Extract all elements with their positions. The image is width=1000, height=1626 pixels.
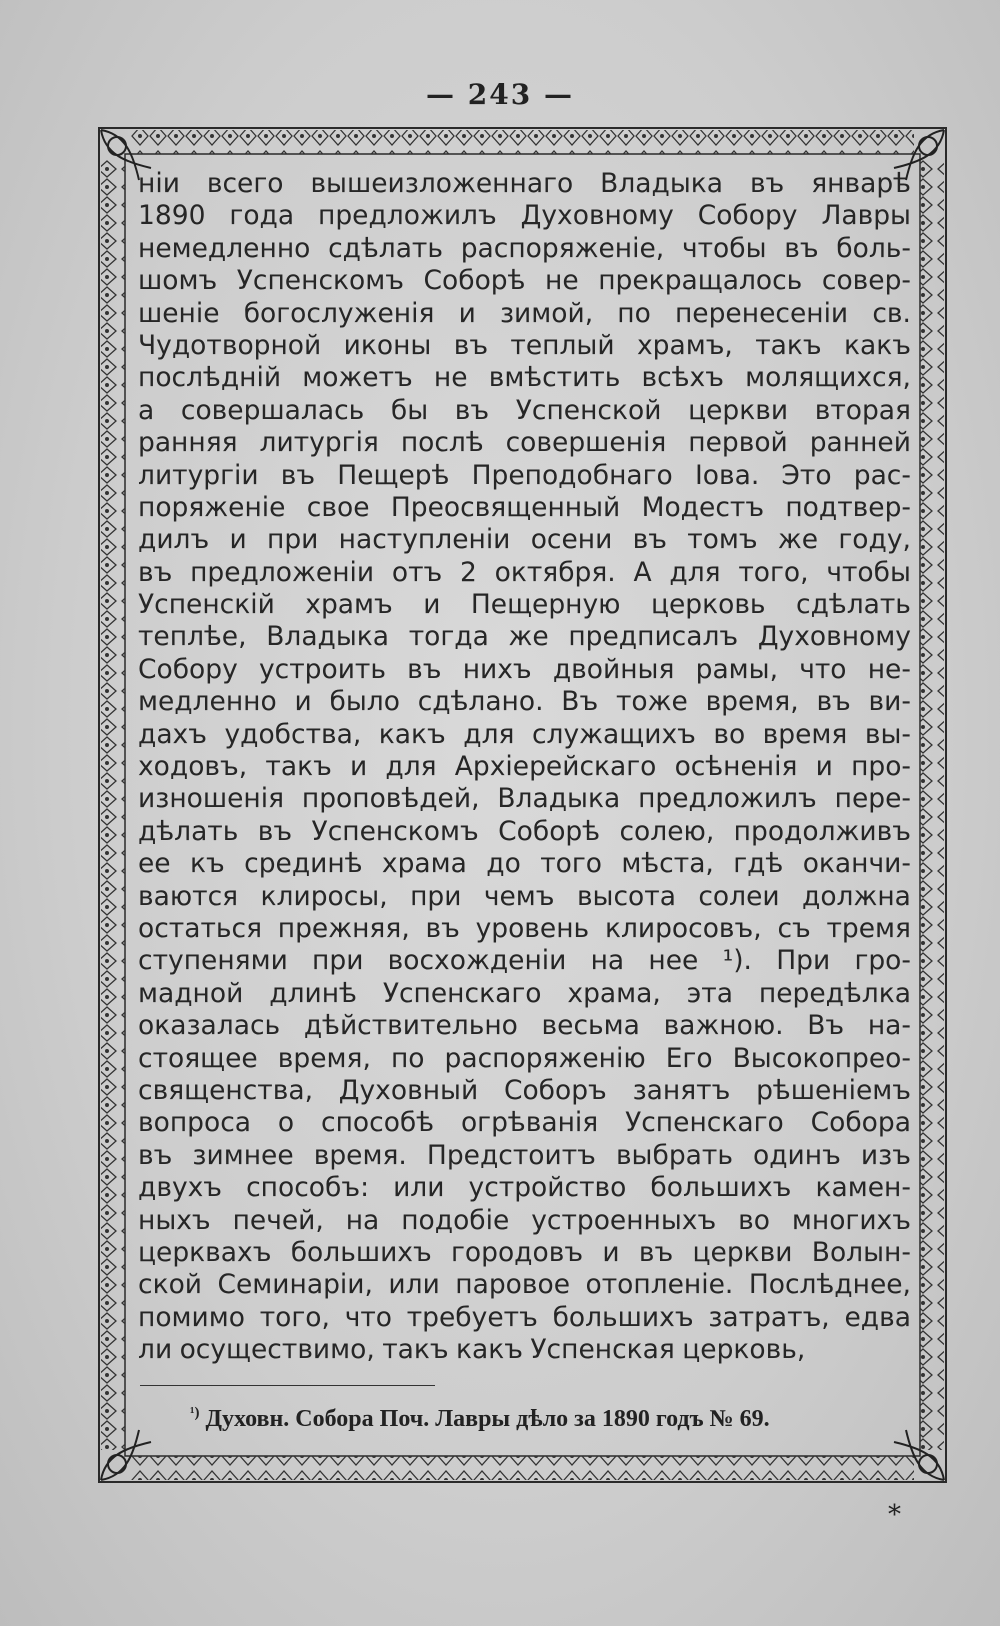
word: предложилъ [638,783,817,815]
word: дахъ [138,718,207,750]
word: ходовъ, [138,751,248,783]
word: Преподобнаго [471,459,673,491]
word: во [713,718,746,750]
word: Архiерейскаго [454,751,657,783]
text-line [138,460,911,492]
text-line [138,395,911,427]
word: по [617,297,651,329]
text-line [138,848,911,880]
word: въ [257,815,293,847]
text-line [138,1010,911,1042]
word: какъ [378,718,446,750]
word: длинѣ [269,977,357,1009]
word: что [344,1301,392,1333]
word: способѣ [321,1107,435,1139]
word: чемъ [483,880,555,912]
text-line [138,654,911,686]
word: чтобы [826,556,911,588]
text-line [138,1043,911,1075]
word: устроить [258,653,386,685]
word: что [799,653,847,685]
word: а [138,394,155,426]
text-line [138,524,911,556]
word: и [349,751,368,783]
word: Успенскаго [625,1107,784,1139]
word: мѣста, [621,848,714,880]
word: ваются [138,880,239,912]
word: перенесенiи [674,297,849,329]
word: Духовному [757,621,911,653]
word: Успенской [515,394,662,426]
text-line [138,1075,911,1107]
word: теплѣе, [138,621,247,653]
text-line [138,1269,911,1301]
word: храмъ [305,589,393,621]
word: едва [844,1301,911,1333]
text-line [138,816,911,848]
word: сдѣлать [328,232,443,264]
word: мадной [138,977,244,1009]
word: весьма [541,1010,640,1042]
word: съ [777,912,811,944]
word: время [762,718,848,750]
word: въ [407,653,442,685]
word: такъ [382,1334,449,1366]
word: шенiе [138,297,220,329]
text-line [138,978,911,1010]
word: Послѣднее, [748,1269,911,1301]
word: ранняя [138,427,238,459]
word: вмѣстить [488,362,621,394]
word: про- [851,751,911,783]
word: Модестъ [641,491,765,523]
footnote [190,1405,910,1433]
word: тогда [408,621,489,653]
word: въ [280,459,316,491]
word: храма [381,848,467,880]
word: въ [638,1236,674,1268]
word: городовъ [451,1236,584,1268]
word: бы [390,394,429,426]
word: такъ [755,329,822,361]
word: того, [738,556,809,588]
word: вторая [814,394,911,426]
word: служащихъ [531,718,696,750]
text-line [138,200,911,232]
word: при [312,945,364,977]
word: зимнее [192,1139,294,1171]
word: храмъ, [636,329,733,361]
word: Успенскiй [138,589,275,621]
word: храма, [567,977,661,1009]
word: Iова. [694,459,760,491]
word: дѣлать [138,815,239,847]
text-line [138,719,911,751]
word: иконы [343,329,432,361]
word: отъ [391,556,443,588]
word: или [393,1172,445,1204]
word: распоряженiе, [460,232,665,264]
word: срединѣ [244,848,363,880]
word: тремя [826,912,911,944]
word: 1890 [138,200,206,232]
word: въ [816,686,851,718]
text-line [138,330,911,362]
word: время, [705,686,799,718]
word: было [329,686,400,718]
word: Собору [697,200,798,232]
word: по [390,1042,425,1074]
word: вопроса [138,1107,252,1139]
page-number: — 243 — [426,78,574,111]
text-line [138,751,911,783]
word: и [229,524,247,556]
word: Въ [561,686,599,718]
word: огрѣванiя [460,1107,599,1139]
word: большихъ [650,1172,792,1204]
word: изъ [860,1139,911,1171]
word: свое [306,491,370,523]
word: камен- [815,1172,911,1204]
word: томъ [687,524,758,556]
word: въ [749,168,785,199]
word: или [388,1269,440,1301]
word: и [602,1236,620,1268]
word: сдѣлано. [417,686,544,718]
word: того [540,848,602,880]
word: году, [838,524,911,556]
word: послѣднiй [138,362,282,394]
word: не [545,265,579,297]
footnote-text: Духовн. Собора Поч. Лавры дѣло за 1890 годъ № 69. [205,1406,770,1432]
word: помимо [138,1301,245,1333]
word: Это [781,459,832,491]
word: въ [138,556,173,588]
word: Чудотворной [138,329,322,361]
word: боль- [836,232,911,264]
word: церкви [688,394,789,426]
word: предложилъ [318,200,497,232]
word: отопленiе. [585,1269,734,1301]
word: шомъ [138,265,218,297]
text-line [138,265,911,297]
word: же [508,621,549,653]
word: послѣ [400,427,484,459]
word: Владыка [497,783,621,815]
word: первой [688,427,788,459]
text-line [138,1334,911,1366]
word: время, [277,1042,371,1074]
text-line [138,1205,911,1237]
word: уровень [475,912,590,944]
word: двойныя [552,653,675,685]
word: для [463,718,515,750]
word: наступленiи [338,524,511,556]
word: Духовному [520,200,674,232]
word: того, [259,1301,330,1333]
footnote-divider [140,1385,435,1386]
word: богослуженiя [243,297,435,329]
word: прекращалось [598,265,803,297]
word: предложенiи [190,556,375,588]
footnote-marker: ¹) [190,1405,200,1421]
word: требуетъ [406,1301,538,1333]
word: литургiи [138,459,259,491]
word: ранней [809,427,911,459]
word: восхожденiи [387,945,567,977]
word: важною. [663,1010,784,1042]
word: какъ [844,329,911,361]
word: рамы, [695,653,779,685]
word: Успенскомъ [236,265,404,297]
word: поряженiе [138,491,286,523]
text-line [138,298,911,330]
word: совер- [821,265,911,297]
word: клиросы, [260,880,388,912]
word: нiи [138,168,180,199]
word: осѣненiя [674,751,798,783]
word: дилъ [138,524,210,556]
word: занятъ [632,1074,731,1106]
text-line [138,1107,911,1139]
word: пере- [834,783,911,815]
word: передѣлка [758,977,911,1009]
word: о [277,1107,295,1139]
word: такъ [265,751,332,783]
word: подтвер- [785,491,911,523]
word: года [229,200,295,232]
word: оказалась [138,1010,281,1042]
word: Его [665,1042,713,1074]
word: и [815,751,833,783]
word: стоящее [138,1042,258,1074]
word: до [486,848,521,880]
word: можетъ [302,362,413,394]
word: ли [138,1334,173,1366]
word: теплый [510,329,615,361]
text-line [138,168,911,200]
word: рѣшенiемъ [756,1074,911,1106]
word: тоже [615,686,688,718]
text-line [138,686,911,718]
word: въ [454,394,490,426]
word: св. [872,297,911,329]
text-line [138,1172,911,1204]
text-line [138,427,911,459]
word: Владыка [266,621,390,653]
word: Высокопрео- [732,1042,911,1074]
text-line [138,1302,911,1334]
word: осени [530,524,613,556]
word: продолживъ [733,815,911,847]
word: устройство [468,1172,627,1204]
text-line [138,783,911,815]
word: церквахъ [138,1236,272,1268]
word: всего [206,168,284,199]
word: какъ [456,1334,523,1366]
word: большихъ [290,1236,432,1268]
word: большихъ [552,1301,694,1333]
word: Успенская [530,1334,675,1366]
word: священства, [138,1074,314,1106]
word: совершалась [180,394,365,426]
word: одинъ [753,1139,841,1171]
word: прежняя, [277,912,410,944]
word: въ [784,232,819,264]
text-line [138,589,911,621]
word: для [669,556,721,588]
text-line [138,492,911,524]
word: не- [867,653,911,685]
word: на- [867,1010,911,1042]
word: ви- [868,686,911,718]
word: для [385,751,437,783]
word: вышеизложеннаго [310,168,574,199]
word: и [458,297,476,329]
word: клиросовъ, [604,912,762,944]
word: Семинарiи, [217,1269,373,1301]
text-line [138,945,911,977]
word: молящихся, [745,362,911,394]
word: литургiя [259,427,379,459]
word: Лавры [821,200,911,232]
word: осуществимо, [179,1334,375,1366]
word: выбрать [615,1139,733,1171]
word: 2 [459,556,477,588]
word: Пещерную [470,589,621,621]
word: многихъ [791,1204,911,1236]
text-line [138,621,911,653]
word: ступенями [138,945,288,977]
word: Духовный [338,1074,479,1106]
word: на [345,1204,380,1236]
word: октября. [494,556,616,588]
word: солеи [698,880,780,912]
word: Соборъ [503,1074,607,1106]
word: совершенiя [505,427,667,459]
word: высота [576,880,676,912]
word: Успенскаго [382,977,542,1009]
word: остаться [138,912,263,944]
word: зимой, [499,297,594,329]
word: способъ: [246,1172,369,1204]
word: изношенiя [138,783,285,815]
word: гро- [854,945,911,977]
word: нее [648,945,699,977]
word: вы- [864,718,911,750]
word: Въ [807,1010,845,1042]
word: затратъ, [708,1301,830,1333]
word: Собора [810,1107,911,1139]
text-line [138,1237,911,1269]
word: Соборѣ [498,815,601,847]
word: гдѣ [733,848,784,880]
word: Собору [138,653,238,685]
word: печей, [232,1204,324,1236]
text-line [138,233,911,265]
word: ее [138,848,171,880]
word: дѣйствительно [303,1010,518,1042]
word: Предстоитъ [426,1139,596,1171]
word: немедленно [138,232,311,264]
word: Пещерѣ [337,459,450,491]
word: эта [686,977,733,1009]
word: ныхъ [138,1204,211,1236]
word: и [423,589,441,621]
word: Владыка [600,168,723,199]
text-line [138,1140,911,1172]
word: при [410,880,462,912]
text-line [138,557,911,589]
word: Соборѣ [423,265,526,297]
word: не [433,362,468,394]
word: проповѣдей, [301,783,480,815]
word: ской [138,1269,203,1301]
word: же [777,524,819,556]
signature-mark: * [888,1500,901,1530]
word: солею, [619,815,715,847]
word: къ [190,848,225,880]
word: церкви [692,1236,793,1268]
body-text [138,168,911,1366]
word: во [738,1204,770,1236]
word: время. [313,1139,407,1171]
word: подобiе [401,1204,510,1236]
word: При [776,945,831,977]
word: въ [425,912,460,944]
word: устроенныхъ [531,1204,717,1236]
word: всѣхъ [641,362,724,394]
word: при [267,524,319,556]
word: рас- [853,459,911,491]
word: оканчи- [802,848,911,880]
word: въ [453,329,489,361]
word: Успенскомъ [311,815,479,847]
word: паровое [455,1269,571,1301]
word: предписалъ [568,621,739,653]
word: церковь [650,589,766,621]
word: должна [802,880,911,912]
word: январѣ [811,168,911,199]
word: медленно [138,686,277,718]
word: двухъ [138,1172,223,1204]
word: удобства, [224,718,362,750]
word: въ [632,524,667,556]
text-line [138,913,911,945]
word: на [590,945,625,977]
word: Преосвященный [390,491,621,523]
word: распоряженiю [444,1042,646,1074]
word: Волын- [811,1236,911,1268]
word: А [633,556,652,588]
text-line [138,362,911,394]
text-line [138,881,911,913]
word: въ [138,1139,173,1171]
word: ¹). [722,945,752,977]
word: церковь, [682,1334,806,1366]
word: и [294,686,312,718]
word: чтобы [681,232,767,264]
word: нихъ [462,653,532,685]
word: сдѣлать [796,589,911,621]
